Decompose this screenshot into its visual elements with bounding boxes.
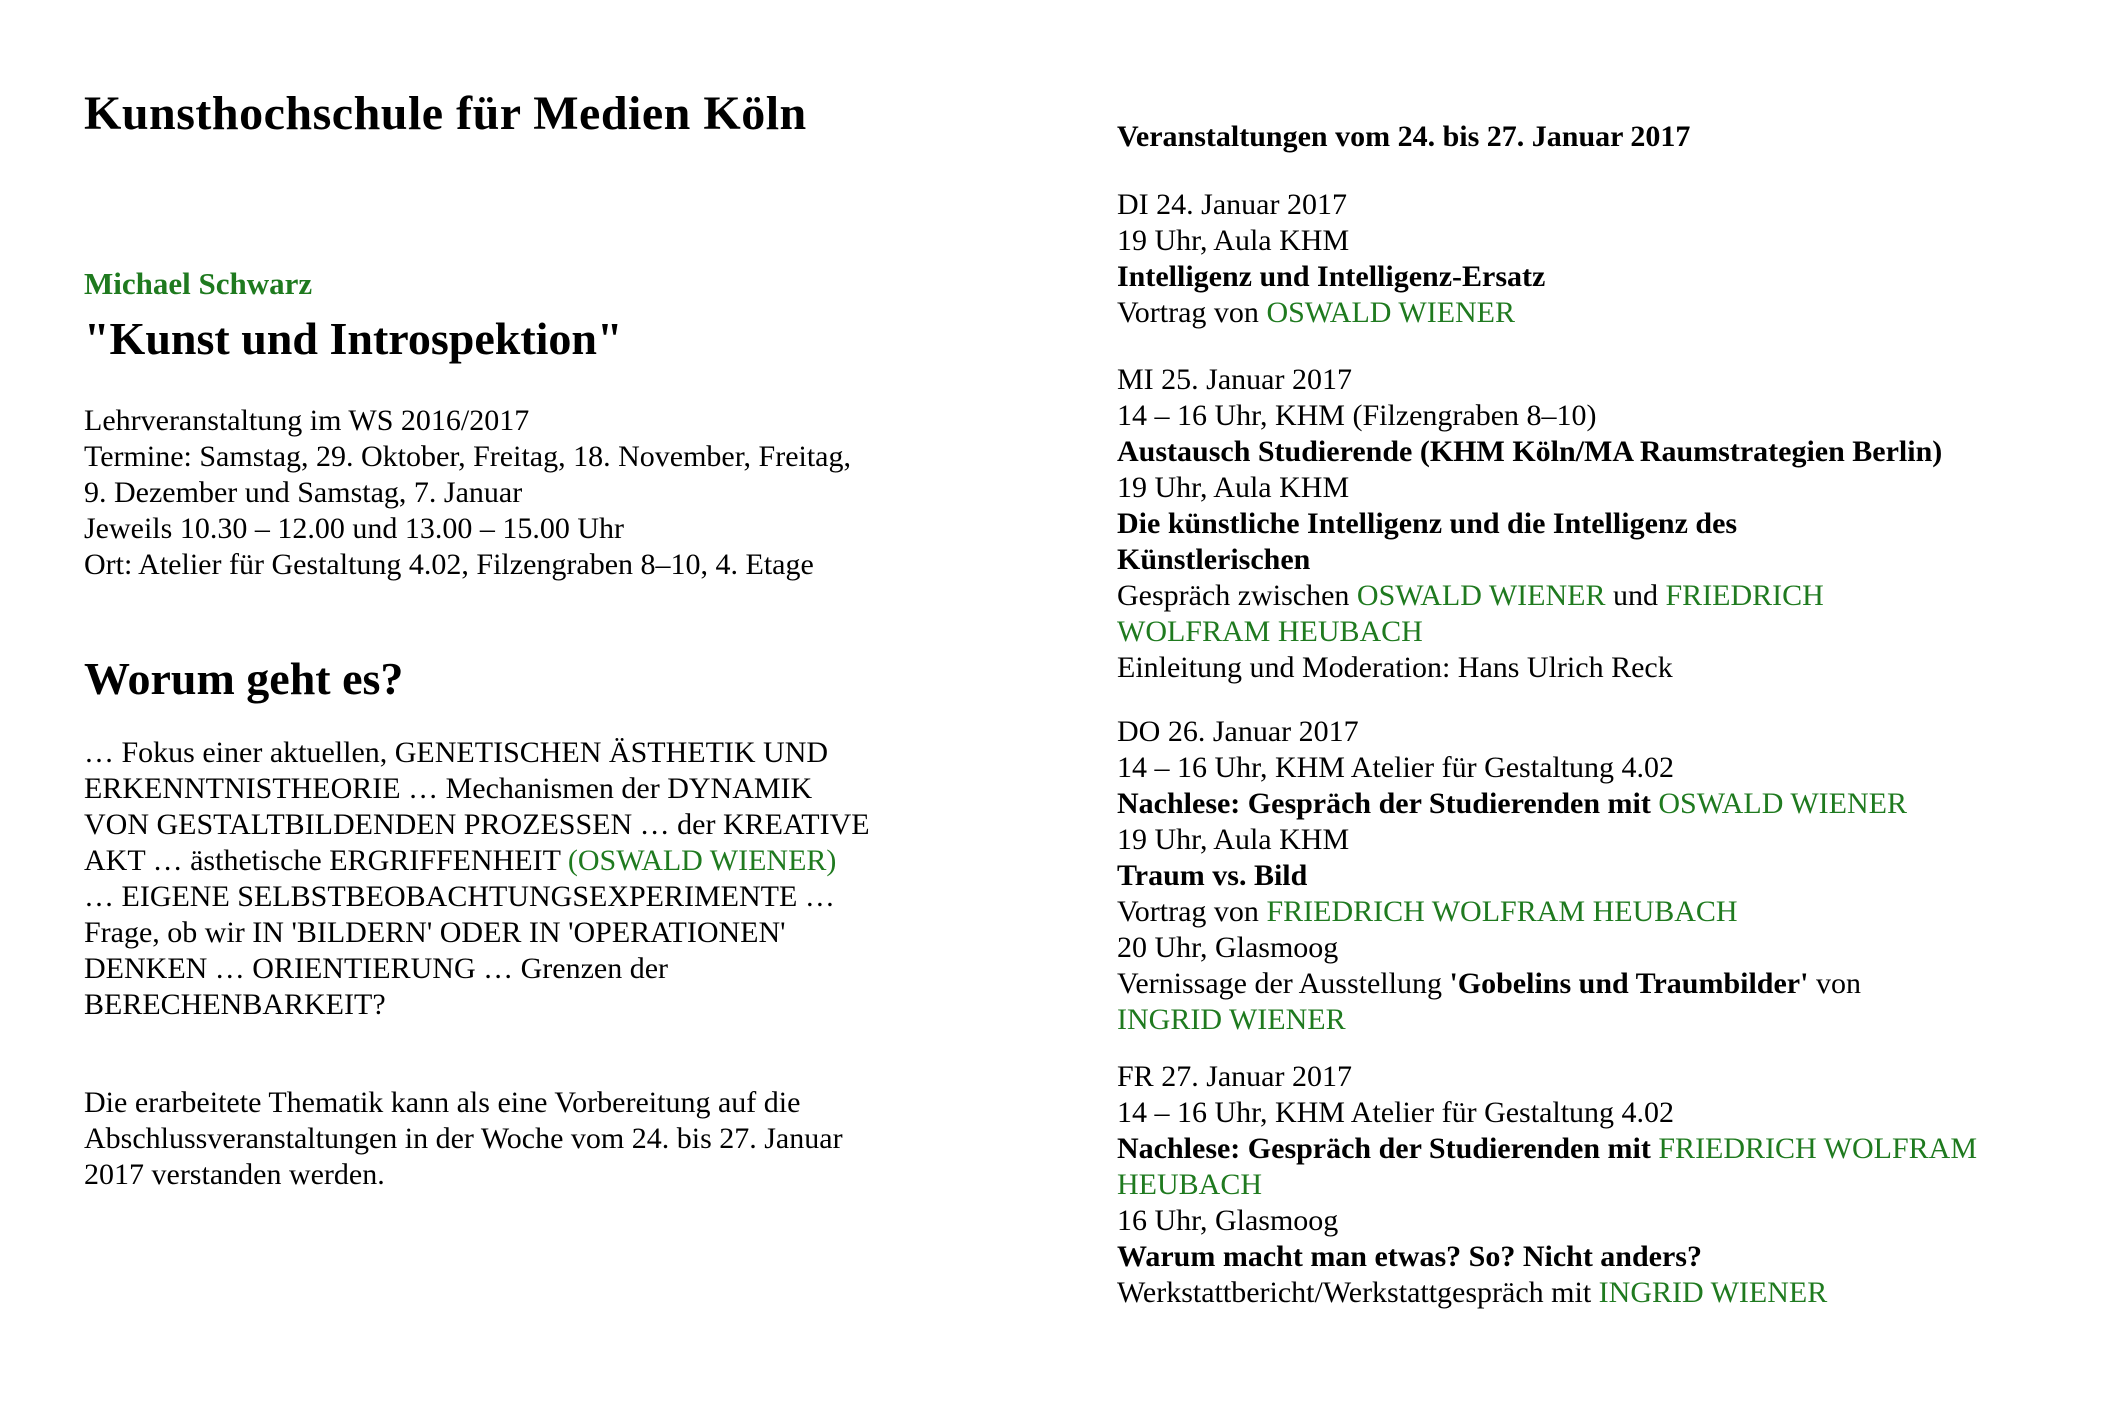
event-wednesday bbox=[1117, 362, 2107, 686]
person-name: OSWALD WIENER bbox=[1266, 296, 1516, 329]
text-segment: Vortrag von bbox=[1117, 895, 1267, 928]
text-segment: AKT … ästhetische ERGRIFFENHEIT bbox=[84, 844, 568, 877]
text-line bbox=[84, 735, 1024, 771]
person-name: OSWALD WIENER bbox=[1658, 787, 1907, 820]
text-segment: Werkstattbericht/Werkstattgespräch mit bbox=[1117, 1276, 1599, 1309]
bold-text: Traum vs. Bild bbox=[1117, 859, 1308, 892]
event-tuesday bbox=[1117, 187, 2107, 331]
text-line bbox=[84, 951, 1024, 987]
text-segment: 14 – 16 Uhr, KHM Atelier für Gestaltung 4.02 bbox=[1117, 751, 1675, 784]
text-segment: ERKENNTNISTHEORIE … Mechanismen der DYNAMIK bbox=[84, 772, 813, 805]
text-line bbox=[84, 843, 1024, 879]
course-title: "Kunst und Introspektion" bbox=[84, 313, 623, 364]
text-segment: … Fokus einer aktuellen, GENETISCHEN ÄSTHETIK UND bbox=[84, 736, 829, 769]
person-name: OSWALD WIENER bbox=[1356, 579, 1606, 612]
bold-text: Austausch Studierende (KHM Köln/MA Raumstrategien Berlin) bbox=[1117, 435, 1943, 468]
text-line bbox=[1117, 295, 2107, 331]
text-segment: … EIGENE SELBSTBEOBACHTUNGSEXPERIMENTE … bbox=[84, 880, 835, 913]
text-line bbox=[1117, 1203, 2107, 1239]
text-line bbox=[1117, 1059, 2107, 1095]
text-segment: 9. Dezember und Samstag, 7. Januar bbox=[84, 476, 523, 509]
text-segment: Vortrag von bbox=[1117, 296, 1267, 329]
text-line bbox=[1117, 259, 2107, 295]
event-friday bbox=[1117, 1059, 2107, 1311]
event-thursday bbox=[1117, 714, 2107, 1038]
text-segment: Vernissage der Ausstellung bbox=[1117, 967, 1450, 1000]
text-segment: und bbox=[1605, 579, 1666, 612]
text-segment: Frage, ob wir IN 'BILDERN' ODER IN 'OPERATIONEN' bbox=[84, 916, 786, 949]
course-description bbox=[84, 735, 1024, 1023]
text-line bbox=[1117, 858, 2107, 894]
text-line bbox=[1117, 223, 2107, 259]
text-segment: 2017 verstanden werden. bbox=[84, 1158, 385, 1191]
text-segment: von bbox=[1808, 967, 1861, 1000]
text-line bbox=[84, 771, 1024, 807]
text-segment: FR 27. Januar 2017 bbox=[1117, 1060, 1352, 1093]
text-line bbox=[1117, 578, 2107, 614]
text-segment: 19 Uhr, Aula KHM bbox=[1117, 471, 1350, 504]
text-line bbox=[1117, 1131, 2107, 1167]
bold-text: Warum macht man etwas? So? Nicht anders? bbox=[1117, 1240, 1702, 1273]
text-line bbox=[1117, 1275, 2107, 1311]
person-name: WOLFRAM HEUBACH bbox=[1117, 615, 1423, 648]
text-segment: DO 26. Januar 2017 bbox=[1117, 715, 1359, 748]
text-segment: DI 24. Januar 2017 bbox=[1117, 188, 1347, 221]
text-segment: MI 25. Januar 2017 bbox=[1117, 363, 1352, 396]
text-line bbox=[84, 1157, 1024, 1193]
bold-text: Nachlese: Gespräch der Studierenden mit bbox=[1117, 1132, 1659, 1165]
text-line bbox=[84, 987, 1024, 1023]
text-segment: 19 Uhr, Aula KHM bbox=[1117, 823, 1350, 856]
text-segment: 19 Uhr, Aula KHM bbox=[1117, 224, 1350, 257]
text-line bbox=[1117, 506, 2107, 542]
text-segment: Die erarbeitete Thematik kann als eine Vorbereitung auf die bbox=[84, 1086, 801, 1119]
text-segment: 14 – 16 Uhr, KHM (Filzengraben 8–10) bbox=[1117, 399, 1597, 432]
text-line bbox=[84, 1121, 1024, 1157]
text-segment: Termine: Samstag, 29. Oktober, Freitag, 18. November, Freitag, bbox=[84, 440, 851, 473]
course-info bbox=[84, 403, 1024, 583]
text-line bbox=[84, 1085, 1024, 1121]
text-segment: 16 Uhr, Glasmoog bbox=[1117, 1204, 1339, 1237]
text-line bbox=[1117, 930, 2107, 966]
text-line bbox=[1117, 398, 2107, 434]
text-segment: Lehrveranstaltung im WS 2016/2017 bbox=[84, 404, 530, 437]
person-name: HEUBACH bbox=[1117, 1168, 1263, 1201]
text-segment: Abschlussveranstaltungen in der Woche vom 24. bis 27. Januar bbox=[84, 1122, 843, 1155]
text-line bbox=[1117, 1167, 2107, 1203]
bold-text: Künstlerischen bbox=[1117, 543, 1311, 576]
text-line bbox=[1117, 966, 2107, 1002]
text-line bbox=[1117, 822, 2107, 858]
text-line bbox=[1117, 894, 2107, 930]
text-line bbox=[1117, 470, 2107, 506]
person-name: FRIEDRICH bbox=[1665, 579, 1824, 612]
page-title: Kunsthochschule für Medien Köln bbox=[84, 87, 807, 140]
text-line bbox=[1117, 542, 2107, 578]
bold-text: Intelligenz und Intelligenz-Ersatz bbox=[1117, 260, 1546, 293]
text-segment: BERECHENBARKEIT? bbox=[84, 988, 386, 1021]
text-line bbox=[84, 807, 1024, 843]
text-line bbox=[1117, 1095, 2107, 1131]
text-line bbox=[1117, 786, 2107, 822]
text-line bbox=[1117, 714, 2107, 750]
text-line bbox=[1117, 1239, 2107, 1275]
text-segment: Einleitung und Moderation: Hans Ulrich Reck bbox=[1117, 651, 1673, 684]
text-line bbox=[84, 547, 1024, 583]
text-line bbox=[84, 403, 1024, 439]
bold-text: Die künstliche Intelligenz und die Intelligenz des bbox=[1117, 507, 1738, 540]
text-line bbox=[1117, 1002, 2107, 1038]
text-line bbox=[1117, 187, 2107, 223]
text-line bbox=[84, 511, 1024, 547]
text-segment: VON GESTALTBILDENDEN PROZESSEN … der KREATIVE bbox=[84, 808, 870, 841]
text-segment: Jeweils 10.30 – 12.00 und 13.00 – 15.00 Uhr bbox=[84, 512, 624, 545]
text-line bbox=[1117, 362, 2107, 398]
person-name: FRIEDRICH WOLFRAM HEUBACH bbox=[1266, 895, 1738, 928]
text-segment: 14 – 16 Uhr, KHM Atelier für Gestaltung 4.02 bbox=[1117, 1096, 1675, 1129]
person-name: INGRID WIENER bbox=[1598, 1276, 1828, 1309]
text-line bbox=[84, 439, 1024, 475]
person-name: (OSWALD WIENER) bbox=[567, 844, 837, 877]
text-segment: 20 Uhr, Glasmoog bbox=[1117, 931, 1339, 964]
author-name: Michael Schwarz bbox=[84, 266, 313, 301]
text-line bbox=[1117, 750, 2107, 786]
left-column bbox=[84, 0, 1024, 1193]
text-line bbox=[1117, 650, 2107, 686]
section-heading: Worum geht es? bbox=[84, 653, 404, 704]
text-line bbox=[84, 915, 1024, 951]
text-line bbox=[1117, 614, 2107, 650]
closing-note bbox=[84, 1085, 1024, 1193]
bold-text: 'Gobelins und Traumbilder' bbox=[1449, 967, 1809, 1000]
text-line bbox=[84, 475, 1024, 511]
text-segment: DENKEN … ORIENTIERUNG … Grenzen der bbox=[84, 952, 669, 985]
text-segment: Ort: Atelier für Gestaltung 4.02, Filzengraben 8–10, 4. Etage bbox=[84, 548, 814, 581]
right-column bbox=[1117, 0, 2107, 1311]
text-segment: Gespräch zwischen bbox=[1117, 579, 1357, 612]
person-name: FRIEDRICH WOLFRAM bbox=[1658, 1132, 1978, 1165]
person-name: INGRID WIENER bbox=[1117, 1003, 1346, 1036]
bold-text: Nachlese: Gespräch der Studierenden mit bbox=[1117, 787, 1659, 820]
text-line bbox=[1117, 434, 2107, 470]
text-line bbox=[84, 879, 1024, 915]
events-heading: Veranstaltungen vom 24. bis 27. Januar 2017 bbox=[1117, 120, 1691, 153]
